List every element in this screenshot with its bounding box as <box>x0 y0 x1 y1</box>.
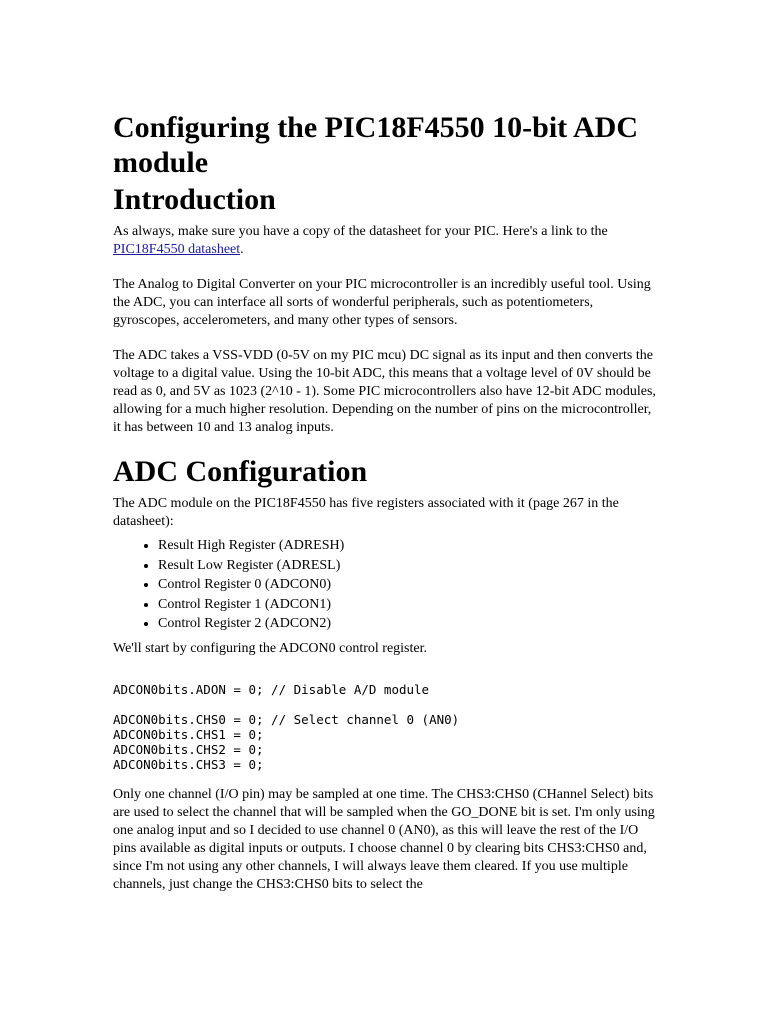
heading-adc-configuration: ADC Configuration <box>113 455 368 488</box>
register-list-item: • Control Register 2 (ADCON2) <box>158 614 658 634</box>
intro-paragraph-1 <box>113 223 658 259</box>
intro-paragraph-1-text: As always, make sure you have a copy of the datasheet for your PIC. Here's a link to the <box>113 224 608 239</box>
intro-paragraph-2: The Analog to Digital Converter on your PIC microcontroller is an incredibly useful tool. Using the ADC, you can interface all sorts of wonderful peripherals, such as potentiometers, gyroscopes, accelerometers, and many other types of sensors. <box>113 277 651 328</box>
register-list-item: • Result High Register (ADRESH) <box>158 536 658 556</box>
register-list-item: • Control Register 1 (ADCON1) <box>158 595 658 615</box>
intro-paragraph-1-end: . <box>240 242 244 257</box>
config-paragraph-2: We'll start by configuring the ADCON0 control register. <box>113 640 428 656</box>
datasheet-link[interactable]: PIC18F4550 datasheet <box>113 242 241 257</box>
register-list-item: • Result Low Register (ADRESL) <box>158 556 658 576</box>
register-list-item: • Control Register 0 (ADCON0) <box>158 575 658 595</box>
page-title: Configuring the PIC18F4550 10-bit ADC module <box>113 111 639 179</box>
config-paragraph-1: The ADC module on the PIC18F4550 has five registers associated with it (page 267 in the datasheet): <box>113 496 619 529</box>
heading-introduction: Introduction <box>113 183 276 216</box>
document-page <box>113 110 658 911</box>
intro-paragraph-3: The ADC takes a VSS-VDD (0-5V on my PIC mcu) DC signal as its input and then converts the voltage to a digital value. Using the 10-bit ADC, this means that a voltage level of 0V should be read as 0, and 5V as 1023 (2^10 - 1). Some PIC microcontrollers also have 12-bit ADC modules, allowing for a much higher resolution. Depending on the number of pins on the microcontroller, it has between 10 and 13 analog inputs. <box>113 348 656 435</box>
register-list <box>113 536 658 634</box>
config-paragraph-3: Only one channel (I/O pin) may be sampled at one time. The CHS3:CHS0 (CHannel Select) bits are used to select the channel that will be sampled when the GO_DONE bit is set. I'm only using one analog input and so I decided to use channel 0 (AN0), as this will leave the rest of the I/O pins available as digital inputs or outputs. I choose channel 0 by clearing bits CHS3:CHS0 and, since I'm not using any other channels, I will always leave them cleared. If you use multiple channels, just change the CHS3:CHS0 bits to select the <box>113 786 655 892</box>
code-block: ADCON0bits.ADON = 0; // Disable A/D module ADCON0bits.CHS0 = 0; // Select channel 0 (AN0) ADCON0bits.CHS1 = 0; ADCON0bits.CHS2 = 0; ADCON0bits.CHS3 = 0; <box>113 681 460 772</box>
